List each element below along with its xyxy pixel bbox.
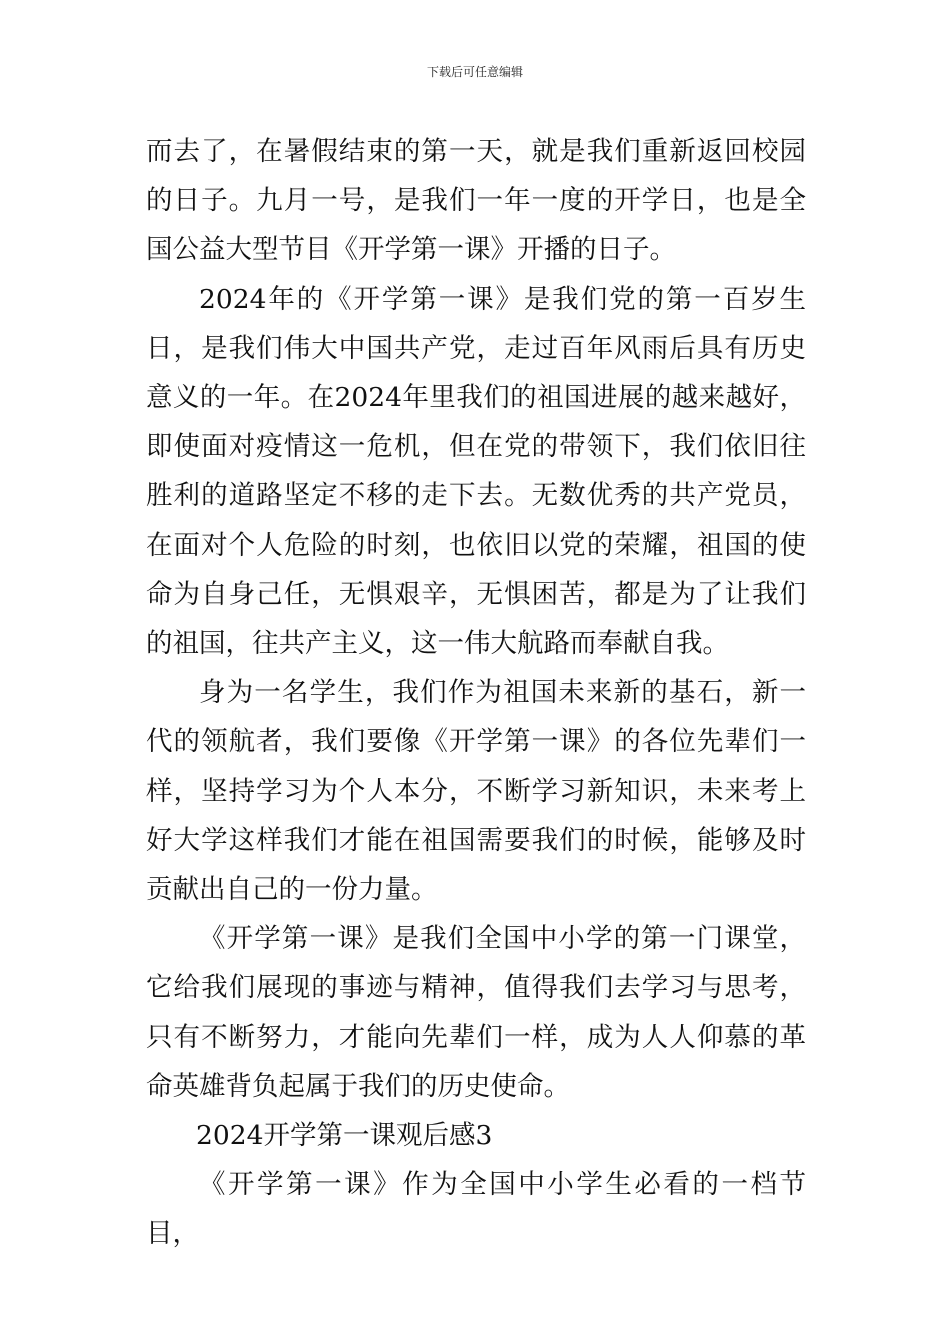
paragraph-5: 《开学第一课》作为全国中小学生必看的一档节目， [146,1169,806,1250]
page-header: 下载后可任意编辑 [426,65,523,79]
document-body [146,127,806,1259]
section-heading: 2024开学第一课观后感3 [196,1120,493,1152]
paragraph-2: 2024年的《开学第一课》是我们党的第一百岁生日，是我们伟大中国共产党，走过百年风雨后具有历史意义的一年。在2024年里我们的祖国进展的越来越好，即使面对疫情这一危机，但在党的带领下，我们依旧往胜利的道路坚定不移的走下去。无数优秀的共产党员，在面对个人危险的时刻，也依旧以党的荣耀，祖国的使命为自身己任，无惧艰辛，无惧困苦，都是为了让我们的祖国，往共产主义，这一伟大航路而奉献自我。 [146,283,806,660]
paragraph-4: 《开学第一课》是我们全国中小学的第一门课堂，它给我们展现的事迹与精神，值得我们去学习与思考，只有不断努力，才能向先辈们一样，成为人人仰慕的革命英雄背负起属于我们的历史使命。 [146,923,806,1102]
paragraph-3: 身为一名学生，我们作为祖国未来新的基石，新一代的领航者，我们要像《开学第一课》的各位先辈们一样，坚持学习为个人本分，不断学习新知识，未来考上好大学这样我们才能在祖国需要我们的时候，能够及时贡献出自己的一份力量。 [146,677,806,906]
paragraph-1: 而去了，在暑假结束的第一天，就是我们重新返回校园的日子。九月一号，是我们一年一度的开学日，也是全国公益大型节目《开学第一课》开播的日子。 [146,136,806,266]
